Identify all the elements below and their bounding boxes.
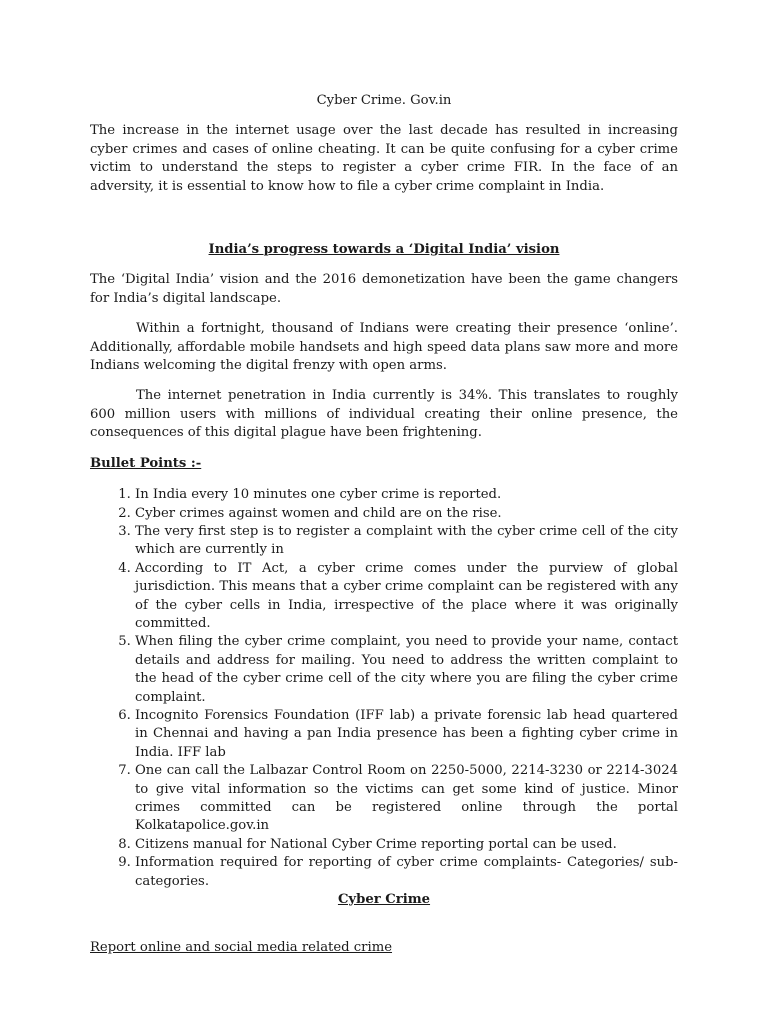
list-item: 9. Information required for reporting of cyber crime complaints- Categories/ sub-categories. (135, 854, 678, 891)
list-item: 7. One can call the Lalbazar Control Room on 2250-5000, 2214-3230 or 2214-3024 to give vital information so the victims can get some kind of justice. Minor crimes committed can be registered online through the portal Kolkatapolice.gov.in (135, 762, 678, 836)
list-item: 1. In India every 10 minutes one cyber crime is reported. (135, 486, 678, 504)
list-item: 4. According to IT Act, a cyber crime comes under the purview of global jurisdiction. This means that a cyber crime complaint can be registered with any of the cyber cells in India, irrespective of the place where it was originally committed. (135, 560, 678, 634)
bullet-points-heading: Bullet Points :- (90, 455, 202, 471)
bullet-list (90, 486, 678, 891)
paragraph-digital-india: The ‘Digital India’ vision and the 2016 demonetization have been the game changers for India’s digital landscape. (90, 272, 678, 306)
report-crime-link[interactable]: Report online and social media related crime (90, 940, 393, 956)
list-item: 2. Cyber crimes against women and child are on the rise. (135, 505, 678, 523)
paragraph-fortnight: Within a fortnight, thousand of Indians were creating their presence ‘online’. Additionally, affordable mobile handsets and high speed data plans saw more and more Indians welcoming the digital frenzy with open arms. (90, 321, 678, 374)
list-item: 8. Citizens manual for National Cyber Crime reporting portal can be used. (135, 836, 678, 854)
list-item: 6. Incognito Forensics Foundation (IFF lab) a private forensic lab head quartered in Chennai and having a pan India presence has been a fighting cyber crime in India. IFF lab (135, 707, 678, 762)
list-item: 3. The very first step is to register a complaint with the cyber crime cell of the city which are currently in (135, 523, 678, 560)
document-title: Cyber Crime. Gov.in (316, 93, 452, 108)
document-page (90, 92, 678, 958)
paragraph-internet-penetration: The internet penetration in India currently is 34%. This translates to roughly 600 million users with millions of individual creating their online presence, the consequences of this digital plague have been frightening. (90, 388, 678, 441)
intro-paragraph: The increase in the internet usage over the last decade has resulted in increasing cyber crimes and cases of online cheating. It can be quite confusing for a cyber crime victim to understand the steps to register a cyber crime FIR. In the face of an adversity, it is essential to know how to file a cyber crime complaint in India. (90, 123, 678, 194)
list-item: 5. When filing the cyber crime complaint, you need to provide your name, contact details and address for mailing. You need to address the written complaint to the head of the cyber crime cell of the city where you are filing the cyber crime complaint. (135, 633, 678, 707)
cyber-crime-heading: Cyber Crime (337, 892, 431, 908)
section-heading: India’s progress towards a ‘Digital India’ vision (208, 242, 560, 258)
